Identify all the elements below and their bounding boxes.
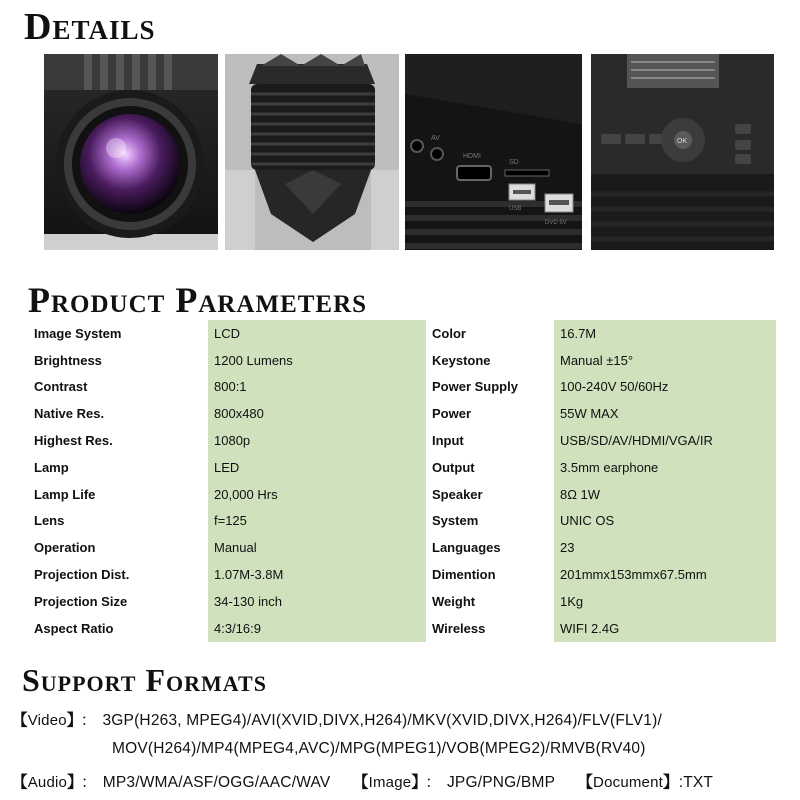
param-label: Lens: [34, 513, 65, 529]
param-label: Weight: [432, 593, 476, 609]
param-value: 1080p: [214, 433, 251, 449]
video-tag-open: 【: [12, 712, 28, 729]
video-colon: ：: [80, 712, 97, 729]
audio-image-document-line: [12, 770, 713, 792]
right-values-column: [554, 320, 776, 642]
ok-key-label: OK: [677, 138, 688, 145]
sd-slot-label: SD: [509, 159, 519, 166]
param-value: Manual ±15°: [560, 352, 634, 368]
usb-port-label: USB: [509, 206, 522, 212]
audio-tag: Audio: [27, 774, 68, 791]
audio-colon: ：: [81, 774, 97, 791]
param-label: Contrast: [34, 379, 88, 395]
dvd-usb-port-label: DVD 5V: [545, 220, 567, 226]
param-value: 201mmx153mmx67.5mm: [560, 567, 707, 583]
av-port-label: AV: [431, 135, 440, 142]
param-label: Native Res.: [34, 406, 105, 422]
control-keys-image: [591, 54, 774, 250]
video-tag-close: 】: [66, 712, 75, 729]
left-labels-column: [28, 320, 208, 642]
product-parameters-title: Product Parameters: [28, 280, 368, 320]
param-value: f=125: [214, 513, 247, 529]
document-tag-close: 】: [663, 774, 679, 791]
ports-photo: [405, 54, 582, 250]
param-label: Speaker: [432, 486, 483, 502]
param-label: Wireless: [432, 620, 486, 636]
details-title: Details: [24, 6, 156, 48]
param-value: 1200 Lumens: [214, 352, 293, 368]
image-tag: Image: [368, 774, 412, 791]
param-label: Power: [432, 406, 472, 422]
param-value: 34-130 inch: [214, 593, 282, 609]
param-value: LCD: [214, 325, 241, 341]
video-formats-2: MOV(H264)/MP4(MPEG4,AVC)/MPG(MPEG1)/VOB(MPEG2)/RMVB(RV40): [112, 740, 646, 757]
focus-wheel-photo: [225, 54, 399, 250]
control-keys-photo: [591, 54, 774, 250]
param-label: Projection Dist.: [34, 567, 130, 583]
ports-image: [405, 54, 582, 250]
video-formats-line: [12, 708, 662, 730]
param-value: 800x480: [214, 406, 264, 422]
document-tag-open: 【: [577, 774, 594, 791]
param-label: Lamp Life: [34, 486, 96, 502]
lens-photo: [44, 54, 218, 250]
param-label: Input: [432, 433, 464, 449]
image-tag-close: 】: [411, 774, 420, 791]
param-label: Aspect Ratio: [34, 620, 114, 636]
audio-formats: MP3/WMA/ASF/OGG/AAC/WAV: [102, 774, 331, 791]
param-label: Keystone: [432, 352, 491, 368]
focus-wheel-image: [225, 54, 399, 250]
param-label: Operation: [34, 540, 96, 556]
param-value: LED: [214, 459, 240, 475]
param-value: 55W MAX: [560, 406, 619, 422]
image-colon: ：: [425, 774, 441, 791]
image-tag-open: 【: [352, 774, 369, 791]
param-value: 8Ω 1W: [560, 486, 601, 502]
param-label: Dimention: [432, 567, 496, 583]
param-value: 100-240V 50/60Hz: [560, 379, 669, 395]
image-formats: JPG/PNG/BMP: [446, 774, 555, 791]
param-value: WIFI 2.4G: [560, 620, 620, 636]
param-value: 3.5mm earphone: [560, 459, 659, 475]
param-value: 800:1: [214, 379, 247, 395]
param-label: Output: [432, 459, 475, 475]
document-tag: Document: [593, 774, 664, 791]
param-label: Image System: [34, 325, 122, 341]
left-values-column: [208, 320, 426, 642]
parameters-table: [28, 320, 776, 642]
document-formats: :TXT: [678, 774, 714, 791]
param-label: System: [432, 513, 479, 529]
param-value: 23: [560, 540, 575, 556]
param-value: 20,000 Hrs: [214, 486, 278, 502]
param-value: UNIC OS: [560, 513, 615, 529]
param-label: Projection Size: [34, 593, 128, 609]
hdmi-port-label: HDMI: [463, 153, 481, 160]
video-tag: Video: [27, 712, 67, 729]
param-value: USB/SD/AV/HDMI/VGA/IR: [560, 433, 713, 449]
param-label: Languages: [432, 540, 501, 556]
param-value: 1Kg: [560, 593, 584, 609]
param-value: 4:3/16:9: [214, 620, 261, 636]
lens-image: [44, 54, 218, 250]
param-value: Manual: [214, 540, 257, 556]
video-formats-1: 3GP(H263, MPEG4)/AVI(XVID,DIVX,H264)/MKV(XVID,DIVX,H264)/FLV(FLV1)/: [102, 712, 662, 729]
audio-tag-close: 】: [67, 774, 76, 791]
audio-tag-open: 【: [12, 774, 28, 791]
param-value: 16.7M: [560, 325, 597, 341]
param-label: Power Supply: [432, 379, 518, 395]
param-label: Brightness: [34, 352, 102, 368]
video-formats-line-2: [112, 740, 646, 758]
param-label: Color: [432, 325, 466, 341]
param-label: Highest Res.: [34, 433, 113, 449]
param-label: Lamp: [34, 459, 69, 475]
right-labels-column: [426, 320, 554, 642]
support-formats-title: Support Formats: [22, 662, 267, 698]
param-value: 1.07M-3.8M: [214, 567, 284, 583]
